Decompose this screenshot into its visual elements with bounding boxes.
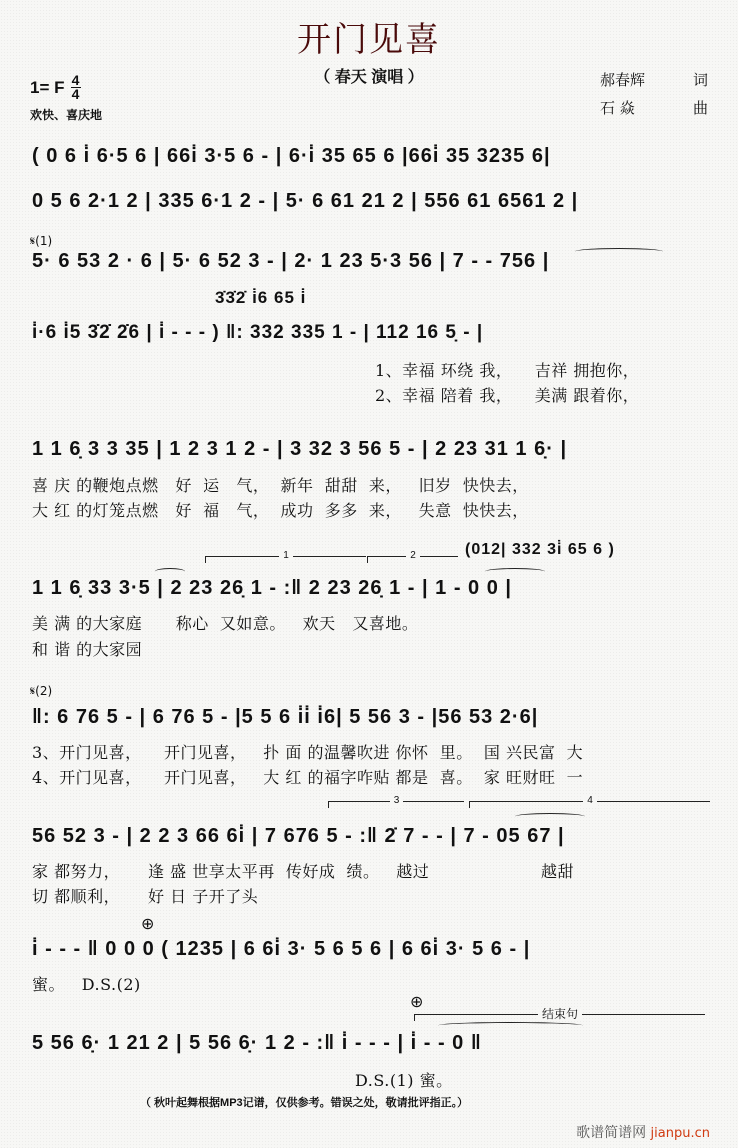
score-system-8: 56 52 3 - | 2 2 3 66 6i̇ | 7 676 5 - :‖ 2̇ 7 - - | 7 - 05 67 | bbox=[32, 825, 565, 847]
tempo-marking: 欢快、喜庆地 bbox=[30, 108, 103, 122]
time-denominator: 4 bbox=[71, 86, 80, 102]
score-system-6: 1 1 6̣ 33 3·5 | 2 23 26̣ 1 - :‖ 2 23 26̣ 1 - | 1 - 0 0 | bbox=[32, 577, 512, 599]
lyrics-line-2: 大 红 的灯笼点燃 好 福 气， 成功 多多 来， 失意 快快去， bbox=[32, 501, 529, 520]
watermark-url: jianpu.cn bbox=[650, 1126, 710, 1141]
score-system-2: 0 5 6 2·1 2 | 335 6·1 2 - | 5· 6 61 21 2 | 556 61 6561 2 | bbox=[32, 190, 579, 212]
watermark-site-name: 歌谱简谱网 bbox=[576, 1125, 647, 1141]
tie-arc bbox=[485, 568, 545, 575]
lyrics-verse-4: 4、开门见喜， 开门见喜， 大 红 的福字咋贴 都是 喜。 家 旺财旺 一 bbox=[32, 768, 584, 787]
segno-2: 𝄋(2) bbox=[30, 684, 53, 698]
lyrics-verse-3: 3、开门见喜， 开门见喜， 扑 面 的温馨吹进 你怀 里。 国 兴民富 大 bbox=[32, 743, 584, 762]
song-title: 开门见喜 bbox=[297, 20, 441, 60]
score-system-3: 5· 6 53 2 · 6 | 5· 6 52 3 - | 2· 1 23 5·3 56 | 7 - - 756 | bbox=[32, 250, 550, 272]
segno-1: 𝄋(1) bbox=[30, 234, 53, 248]
key-label: 1= F bbox=[30, 77, 65, 97]
performer-line: （ 春天 演唱 ） bbox=[314, 69, 424, 86]
lyrics-verse-1: 1、幸福 环绕 我， 吉祥 拥抱你， bbox=[375, 361, 640, 380]
score-system-5: 1 1 6̣ 3 3 35 | 1 2 3 1 2 - | 3 32 3 56 5 - | 2 23 31 1 6̣· | bbox=[32, 438, 568, 460]
lyrics-verse-2: 2、幸福 陪着 我， 美满 跟着你， bbox=[375, 386, 640, 405]
lyrics-line-1: D.S.(1) 蜜。 bbox=[355, 1071, 453, 1090]
score-system-9: i̇ - - - ‖ 0 0 0 ( 1235 | 6 6i̇ 3· 5 6 5 6 | 6 6i̇ 3· 5 6 - | bbox=[32, 938, 531, 960]
volta-4: 4 bbox=[469, 801, 710, 808]
coda-sign: ⊕ bbox=[410, 992, 424, 1011]
tie-arc bbox=[155, 568, 185, 575]
score-system-7: ‖: 6 76 5 - | 6 76 5 - |5 5 6 i̇i̇ i̇6| 5 56 3 - |56 53 2·6| bbox=[32, 706, 539, 728]
tie-arc bbox=[515, 813, 585, 820]
ending-bracket: 结束句 bbox=[414, 1014, 705, 1021]
volta-3: 3 bbox=[328, 801, 464, 808]
time-numerator: 4 bbox=[71, 72, 80, 88]
lyricist-credit: 郝春辉 词 bbox=[600, 71, 708, 89]
volta-1: 1 bbox=[205, 556, 366, 563]
volta-2: 2 bbox=[367, 556, 458, 563]
coda-sign: ⊕ bbox=[141, 914, 155, 933]
credits bbox=[600, 66, 708, 122]
tie-arc bbox=[438, 1022, 583, 1029]
lyrics-line-2: 切 都顺利， 好 日 子开了头 bbox=[32, 887, 259, 906]
lyrics-line-2: 和 谐 的大家园 bbox=[32, 640, 143, 659]
lyrics-line-1: 蜜。 D.S.(2) bbox=[32, 975, 141, 994]
composer-credit: 石 焱 曲 bbox=[600, 99, 708, 117]
lyrics-line-1: 美 满 的大家庭 称心 又如意。 欢天 又喜地。 bbox=[32, 614, 419, 633]
watermark bbox=[576, 1122, 710, 1142]
interlude-line: (012| 332 3i̇ 65 6 ) bbox=[465, 541, 615, 558]
score-system-4: i̇·6 i̇5 3̇2̇ 2̇6 | i̇ - - - ) ‖: 332 335 1 - | 112 16 5̣ - | bbox=[32, 322, 484, 343]
time-signature bbox=[71, 74, 81, 101]
score-system-1: ( 0 6 i̇ 6·5 6 | 66i̇ 3·5 6 - | 6·i̇ 35 65 6 |66i̇ 35 3235 6| bbox=[32, 145, 551, 167]
key-signature bbox=[30, 74, 81, 101]
lyrics-line-1: 家 都努力， 逢 盛 世享太平再 传好成 绩。 越过 越甜 bbox=[32, 862, 575, 881]
ossia-line: 3̇3̇2̇ i̇6 65 i̇ bbox=[215, 288, 307, 307]
transcriber-note: （ 秋叶起舞根据MP3记谱，仅供参考。错误之处，敬请批评指正。） bbox=[140, 1097, 469, 1109]
score-system-10: 5 56 6̣· 1 21 2 | 5 56 6̣· 1 2 - :‖ i̇ - - - | i̇ - - 0 ‖ bbox=[32, 1032, 482, 1054]
lyrics-line-1: 喜 庆 的鞭炮点燃 好 运 气， 新年 甜甜 来， 旧岁 快快去， bbox=[32, 476, 529, 495]
